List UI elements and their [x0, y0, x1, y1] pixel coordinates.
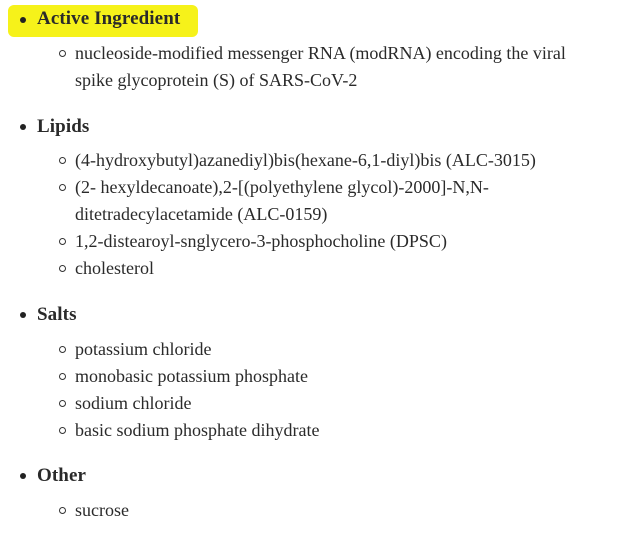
section-lipids — [0, 114, 633, 141]
bullet-icon — [20, 312, 26, 318]
list-item-text: nucleoside-modified messenger RNA (modRNA) encoding the viral spike glycoprotein (S) of SARS-CoV-2 — [75, 43, 566, 90]
section-active-ingredient — [0, 5, 633, 32]
section-heading: Active Ingredient — [37, 8, 181, 29]
hollow-bullet-icon — [59, 265, 66, 272]
list-item-text: sodium chloride — [75, 393, 192, 413]
list-item-text: basic sodium phosphate dihydrate — [75, 420, 320, 440]
section-heading-row — [0, 5, 633, 32]
hollow-bullet-icon — [59, 507, 66, 514]
hollow-bullet-icon — [59, 346, 66, 353]
list-item-text: 1,2-distearoyl-snglycero-3-phosphocholine (DPSC) — [75, 231, 447, 251]
hollow-bullet-icon — [59, 50, 66, 57]
list-item-text: potassium chloride — [75, 339, 212, 359]
section-salts — [0, 302, 633, 329]
section-heading: Salts — [37, 304, 77, 325]
bullet-icon — [20, 124, 26, 130]
hollow-bullet-icon — [59, 238, 66, 245]
hollow-bullet-icon — [59, 184, 66, 191]
hollow-bullet-icon — [59, 427, 66, 434]
section-heading-row — [0, 114, 633, 141]
section-heading: Lipids — [37, 116, 90, 137]
hollow-bullet-icon — [59, 400, 66, 407]
bullet-icon — [20, 17, 26, 23]
list-item-text: sucrose — [75, 500, 129, 520]
list-item-text: cholesterol — [75, 258, 154, 278]
list-item-text: (2- hexyldecanoate),2-[(polyethylene glycol)-2000]-N,N-ditetradecylacetamide (ALC-0159) — [75, 177, 489, 224]
list-item-text: (4-hydroxybutyl)azanediyl)bis(hexane-6,1-diyl)bis (ALC-3015) — [75, 150, 536, 170]
section-heading-row — [0, 463, 633, 490]
hollow-bullet-icon — [59, 373, 66, 380]
section-heading-row — [0, 302, 633, 329]
hollow-bullet-icon — [59, 157, 66, 164]
section-heading: Other — [37, 465, 87, 486]
bullet-icon — [20, 473, 26, 479]
section-other — [0, 463, 633, 490]
list-item-text: monobasic potassium phosphate — [75, 366, 308, 386]
